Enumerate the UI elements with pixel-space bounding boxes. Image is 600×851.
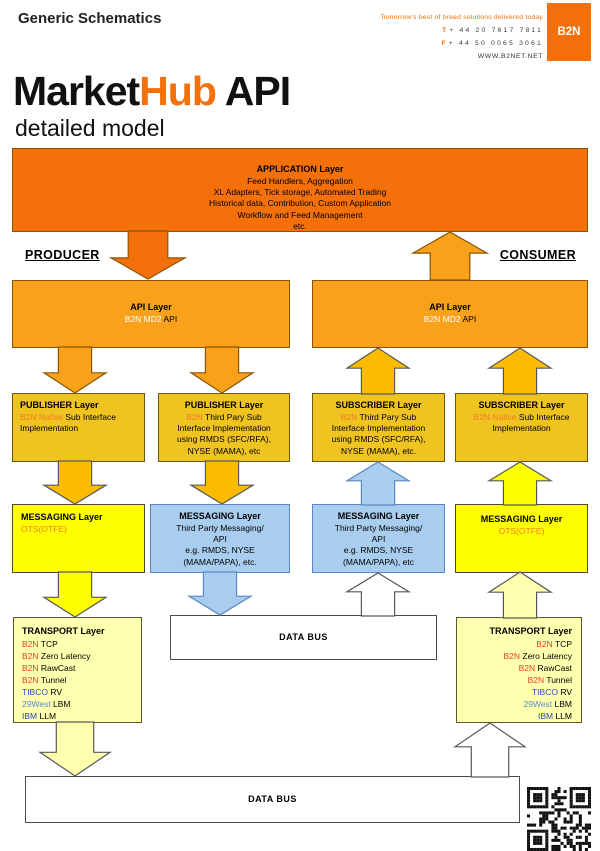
ibm-brand: IBM xyxy=(22,711,38,722)
publisher-line xyxy=(20,412,139,423)
transport-text: RV xyxy=(47,687,63,698)
b2n-md2-brand: B2N MD2 xyxy=(124,313,162,324)
29west-brand: 29West xyxy=(22,699,51,710)
b2n-brand: B2N xyxy=(186,411,203,422)
arrow-down-icon xyxy=(43,347,107,394)
b2n-brand: B2N xyxy=(22,662,39,673)
subscriber-text: Sub Interface xyxy=(516,411,570,422)
publisher-text: Third Pary Sub xyxy=(202,411,262,422)
ots-product: OTS(OTFE) xyxy=(21,523,67,534)
subscriber-heading: SUBSCRIBER Layer xyxy=(335,400,422,410)
transport-item xyxy=(22,650,137,662)
arrow-down-icon xyxy=(190,347,254,394)
arrow-up-icon xyxy=(346,347,410,394)
29west-brand: 29West xyxy=(523,699,553,710)
tel-label: T xyxy=(442,27,447,34)
arrow-down-icon xyxy=(39,722,111,777)
fax-line xyxy=(380,37,543,50)
qr-code xyxy=(527,787,591,851)
transport-item xyxy=(461,662,572,674)
b2n-brand: B2N xyxy=(518,662,536,673)
messaging-ots-consumer-box xyxy=(455,504,588,573)
transport-item xyxy=(22,686,137,698)
messaging-line: e.g. RMDS, NYSE xyxy=(185,545,255,556)
messaging-heading: MESSAGING Layer xyxy=(480,514,563,524)
application-line: Workflow and Feed Management xyxy=(237,209,363,220)
messaging-heading: MESSAGING Layer xyxy=(337,511,420,521)
transport-item xyxy=(461,638,572,650)
transport-item xyxy=(22,638,137,650)
transport-item xyxy=(22,662,137,674)
publisher-line: Interface Implementation xyxy=(177,423,271,434)
b2n-logo: B2N xyxy=(547,3,591,61)
consumer-label: CONSUMER xyxy=(499,248,576,262)
tibco-brand: TIBCO xyxy=(531,687,558,698)
subscriber-text: Third Pary Sub xyxy=(357,411,417,422)
company-tagline: Tomorrow's best of breed solutions delivered today xyxy=(380,14,543,21)
api-layer-product xyxy=(13,314,289,325)
data-bus-bottom-box xyxy=(25,776,520,823)
messaging-line: Third Party Messaging/ xyxy=(334,522,423,533)
page-title xyxy=(13,68,290,115)
subscriber-line xyxy=(456,412,587,423)
publisher-native-box xyxy=(12,393,145,462)
b2n-brand: B2N xyxy=(22,674,39,685)
application-line: etc. xyxy=(293,220,307,231)
producer-label: PRODUCER xyxy=(25,248,100,262)
publisher-line: Implementation xyxy=(20,423,79,434)
tel-number: + 44 20 7617 7811 xyxy=(449,27,543,34)
transport-text: Zero Latency xyxy=(520,650,572,661)
b2n-native-brand: B2N Native xyxy=(473,411,517,422)
messaging-line: API xyxy=(213,534,227,545)
api-layer-heading: API Layer xyxy=(130,302,172,312)
transport-item xyxy=(461,650,572,662)
b2n-brand: B2N xyxy=(22,638,39,649)
publisher-heading: PUBLISHER Layer xyxy=(184,400,264,410)
subscriber-thirdparty-box xyxy=(312,393,445,462)
title-hub: Hub xyxy=(139,68,216,114)
data-bus-label: DATA BUS xyxy=(248,793,297,804)
subscriber-native-box xyxy=(455,393,588,462)
messaging-line: e.g. RMDS, NYSE xyxy=(343,545,414,556)
transport-heading: TRANSPORT Layer xyxy=(22,626,105,636)
b2n-native-brand: B2N Native xyxy=(20,411,63,422)
data-bus-middle-box xyxy=(170,615,437,660)
tibco-brand: TIBCO xyxy=(22,687,48,698)
application-layer-box xyxy=(12,148,588,232)
publisher-heading: PUBLISHER Layer xyxy=(20,400,99,410)
subscriber-line: Implementation xyxy=(492,423,551,434)
transport-item xyxy=(461,710,572,722)
ibm-brand: IBM xyxy=(537,711,554,722)
telephone-line xyxy=(380,24,543,37)
title-api: API xyxy=(215,68,291,114)
page-subtitle: detailed model xyxy=(15,115,165,141)
arrow-up-icon xyxy=(454,722,526,777)
transport-item xyxy=(461,674,572,686)
messaging-line: API xyxy=(371,534,386,545)
api-layer-consumer-box xyxy=(312,280,588,348)
arrow-down-icon xyxy=(43,461,107,505)
ots-product: OTS(OTFE) xyxy=(498,525,545,536)
arrow-down-icon xyxy=(188,572,252,616)
transport-layer-producer-box xyxy=(13,617,142,723)
transport-text: LLM xyxy=(553,711,572,722)
fax-label: F xyxy=(441,40,446,47)
publisher-line: NYSE (MAMA), etc xyxy=(187,445,261,456)
b2n-brand: B2N xyxy=(340,411,358,422)
api-layer-product xyxy=(313,314,587,325)
transport-layer-consumer-box xyxy=(456,617,582,723)
transport-text: LBM xyxy=(50,699,71,710)
b2n-brand: B2N xyxy=(22,650,39,661)
subscriber-line xyxy=(313,412,444,423)
application-layer-heading: APPLICATION Layer xyxy=(256,164,344,174)
arrow-up-icon xyxy=(488,461,552,505)
fax-number: + 44 50 0065 3061 xyxy=(448,40,543,47)
publisher-line xyxy=(159,412,289,423)
transport-text: RawCast xyxy=(38,662,76,673)
transport-text: RawCast xyxy=(535,662,572,673)
api-suffix: API xyxy=(161,313,178,324)
subscriber-line: NYSE (MAMA), etc. xyxy=(340,445,417,456)
arrow-down-icon xyxy=(190,461,254,505)
messaging-line: (MAMA/PAPA), etc xyxy=(342,556,414,567)
subscriber-line: Interface Implementation xyxy=(331,423,426,434)
application-line: Historical data, Contribution, Custom Application xyxy=(209,198,391,209)
transport-text: Tunnel xyxy=(38,674,67,685)
transport-text: TCP xyxy=(38,638,58,649)
website-text: WWW.B2NET.NET xyxy=(477,53,543,60)
arrow-down-icon xyxy=(110,231,186,280)
transport-text: LBM xyxy=(552,699,572,710)
publisher-thirdparty-box xyxy=(158,393,290,462)
doc-type-label: Generic Schematics xyxy=(18,10,162,27)
transport-text: Tunnel xyxy=(544,674,572,685)
api-suffix: API xyxy=(460,313,477,324)
transport-text: LLM xyxy=(37,711,57,722)
subscriber-line: using RMDS (SFC/RFA), xyxy=(331,434,426,445)
api-layer-heading: API Layer xyxy=(429,302,471,312)
messaging-line: (MAMA/PAPA), etc. xyxy=(183,556,257,567)
b2n-brand: B2N xyxy=(536,638,553,649)
application-line: XL Adapters, Tick storage, Automated Trading xyxy=(213,187,387,198)
transport-item xyxy=(22,710,137,722)
contact-block xyxy=(380,11,543,63)
transport-item xyxy=(461,686,572,698)
b2n-brand: B2N xyxy=(503,650,521,661)
messaging-thirdparty-consumer-box xyxy=(312,504,445,573)
messaging-heading: MESSAGING Layer xyxy=(179,511,261,521)
transport-heading: TRANSPORT Layer xyxy=(489,626,572,636)
subscriber-heading: SUBSCRIBER Layer xyxy=(478,400,565,410)
transport-item xyxy=(22,698,137,710)
transport-item xyxy=(22,674,137,686)
messaging-ots-producer-box xyxy=(12,504,145,573)
b2n-brand: B2N xyxy=(527,674,545,685)
publisher-text: Sub Interface xyxy=(63,411,116,422)
messaging-heading: MESSAGING Layer xyxy=(21,512,103,522)
arrow-up-icon xyxy=(346,572,410,616)
transport-text: TCP xyxy=(552,638,572,649)
publisher-line: using RMDS (SFC/RFA), xyxy=(177,434,271,445)
transport-text: RV xyxy=(557,687,572,698)
messaging-thirdparty-producer-box xyxy=(150,504,290,573)
arrow-up-icon xyxy=(488,571,552,618)
arrow-up-icon xyxy=(346,461,410,505)
transport-text: Zero Latency xyxy=(38,650,91,661)
title-market: Market xyxy=(13,68,140,114)
arrow-up-icon xyxy=(412,231,488,280)
messaging-line: Third Party Messaging/ xyxy=(176,522,264,533)
b2n-md2-brand: B2N MD2 xyxy=(423,313,461,324)
application-line: Feed Handlers, Aggregation xyxy=(247,175,353,186)
data-bus-label: DATA BUS xyxy=(279,631,328,642)
api-layer-producer-box xyxy=(12,280,290,348)
arrow-up-icon xyxy=(488,347,552,394)
arrow-down-icon xyxy=(43,572,107,618)
transport-item xyxy=(461,698,572,710)
